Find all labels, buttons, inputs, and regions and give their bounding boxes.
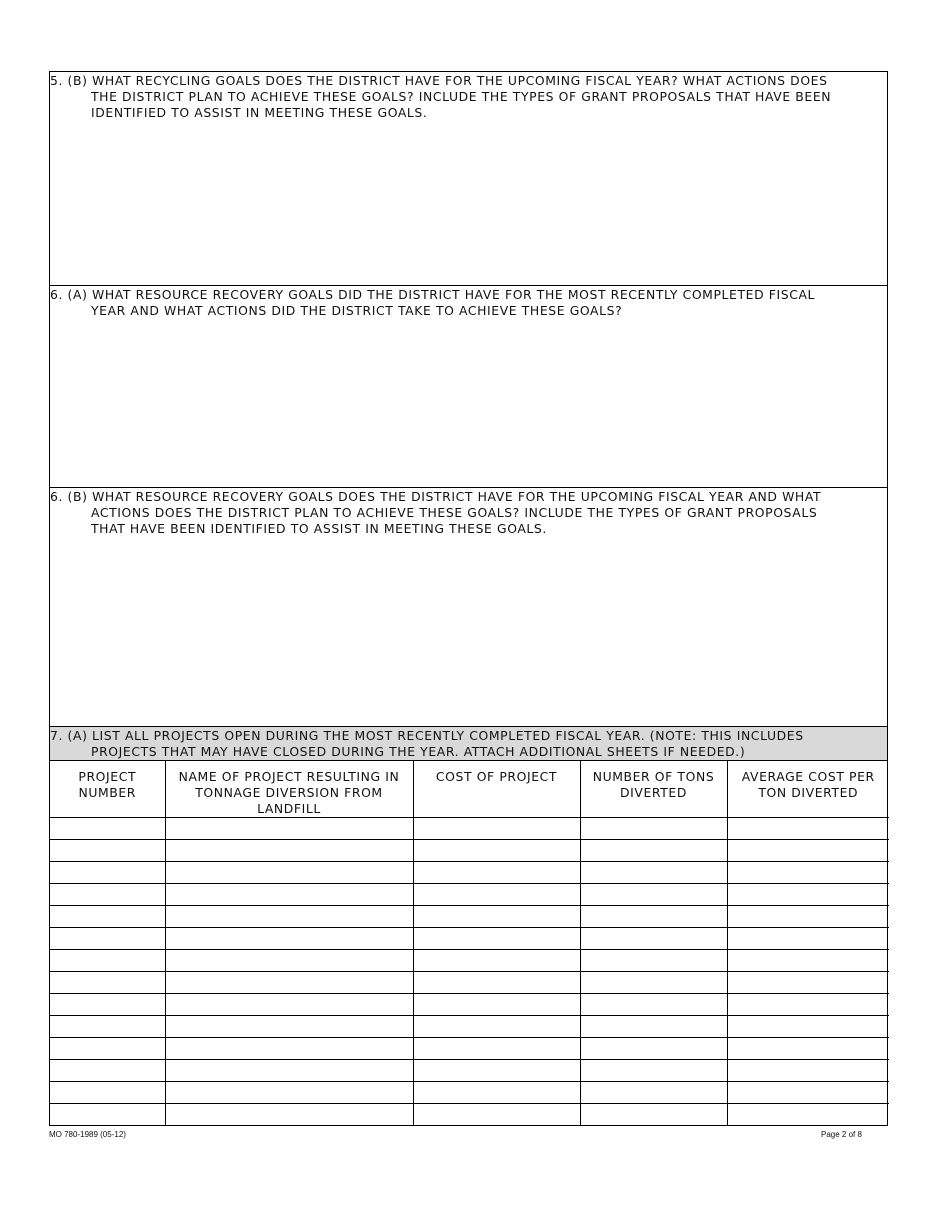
projects-table-body [50,818,889,1126]
table-row [50,1038,889,1060]
cell-project-name[interactable] [165,884,413,906]
column-header-project-name: NAME OF PROJECT RESULTING IN TONNAGE DIVERSION FROM LANDFILL [165,761,413,818]
cell-average-cost[interactable] [727,840,889,862]
cell-project-number[interactable] [50,1104,165,1126]
table-row [50,884,889,906]
cell-tons-diverted[interactable] [580,950,727,972]
cell-cost[interactable] [413,840,580,862]
cell-tons-diverted[interactable] [580,1038,727,1060]
cell-project-number[interactable] [50,994,165,1016]
question-7a-text [50,727,887,760]
table-row [50,1016,889,1038]
column-header-cost: COST OF PROJECT [413,761,580,818]
cell-cost[interactable] [413,1038,580,1060]
table-row [50,1082,889,1104]
cell-average-cost[interactable] [727,994,889,1016]
cell-project-number[interactable] [50,840,165,862]
cell-project-name[interactable] [165,972,413,994]
cell-tons-diverted[interactable] [580,818,727,840]
column-header-average-cost: AVERAGE COST PER TON DIVERTED [727,761,889,818]
column-header-tons-diverted: NUMBER OF TONS DIVERTED [580,761,727,818]
table-row [50,994,889,1016]
cell-cost[interactable] [413,1016,580,1038]
cell-project-number[interactable] [50,884,165,906]
question-6a-line1: 6. (A) WHAT RESOURCE RECOVERY GOALS DID THE DISTRICT HAVE FOR THE MOST RECENTLY COMPLETED FISCAL [50,287,816,302]
cell-project-name[interactable] [165,1060,413,1082]
cell-average-cost[interactable] [727,862,889,884]
cell-cost[interactable] [413,1104,580,1126]
page-number: Page 2 of 8 [821,1130,862,1139]
cell-project-number[interactable] [50,818,165,840]
cell-project-number[interactable] [50,1082,165,1104]
cell-project-name[interactable] [165,1016,413,1038]
cell-project-name[interactable] [165,818,413,840]
question-5b-section[interactable] [50,72,887,286]
cell-average-cost[interactable] [727,818,889,840]
cell-average-cost[interactable] [727,1104,889,1126]
cell-project-number[interactable] [50,1060,165,1082]
cell-cost[interactable] [413,818,580,840]
table-row [50,928,889,950]
table-row [50,972,889,994]
question-5b-line1: 5. (B) WHAT RECYCLING GOALS DOES THE DISTRICT HAVE FOR THE UPCOMING FISCAL YEAR? WHAT ACTIONS DOES [50,73,828,88]
cell-average-cost[interactable] [727,1060,889,1082]
cell-tons-diverted[interactable] [580,1104,727,1126]
cell-tons-diverted[interactable] [580,972,727,994]
cell-project-name[interactable] [165,1104,413,1126]
form-page [49,71,888,1126]
cell-average-cost[interactable] [727,1082,889,1104]
question-6b-line2: ACTIONS DOES THE DISTRICT PLAN TO ACHIEVE THESE GOALS? INCLUDE THE TYPES OF GRANT PROPOSALS [91,505,818,520]
question-6a-text [50,286,887,319]
cell-project-name[interactable] [165,1082,413,1104]
table-row [50,1060,889,1082]
cell-cost[interactable] [413,906,580,928]
projects-table [50,761,889,1125]
cell-project-name[interactable] [165,928,413,950]
form-id: MO 780-1989 (05-12) [49,1130,126,1139]
table-row [50,906,889,928]
cell-average-cost[interactable] [727,1016,889,1038]
cell-project-number[interactable] [50,1016,165,1038]
cell-tons-diverted[interactable] [580,1060,727,1082]
question-6a-section[interactable] [50,286,887,488]
cell-tons-diverted[interactable] [580,840,727,862]
cell-cost[interactable] [413,972,580,994]
cell-project-number[interactable] [50,928,165,950]
cell-project-name[interactable] [165,906,413,928]
question-6b-section[interactable] [50,488,887,727]
cell-tons-diverted[interactable] [580,1082,727,1104]
cell-cost[interactable] [413,1082,580,1104]
table-row [50,950,889,972]
cell-tons-diverted[interactable] [580,906,727,928]
cell-cost[interactable] [413,928,580,950]
table-row [50,818,889,840]
cell-project-name[interactable] [165,950,413,972]
table-row [50,840,889,862]
question-6a-line2: YEAR AND WHAT ACTIONS DID THE DISTRICT TAKE TO ACHIEVE THESE GOALS? [91,303,623,318]
cell-project-number[interactable] [50,862,165,884]
cell-project-number[interactable] [50,972,165,994]
cell-tons-diverted[interactable] [580,884,727,906]
cell-cost[interactable] [413,862,580,884]
cell-average-cost[interactable] [727,1038,889,1060]
cell-tons-diverted[interactable] [580,994,727,1016]
cell-tons-diverted[interactable] [580,1016,727,1038]
cell-cost[interactable] [413,1060,580,1082]
cell-average-cost[interactable] [727,950,889,972]
question-7a-line1: 7. (A) LIST ALL PROJECTS OPEN DURING THE MOST RECENTLY COMPLETED FISCAL YEAR. (NOTE: THIS INCLUDES [50,728,804,743]
question-5b-line3: IDENTIFIED TO ASSIST IN MEETING THESE GOALS. [91,105,428,120]
cell-project-number[interactable] [50,906,165,928]
question-5b-line2: THE DISTRICT PLAN TO ACHIEVE THESE GOALS? INCLUDE THE TYPES OF GRANT PROPOSALS THAT HAVE BEEN [91,89,832,104]
cell-average-cost[interactable] [727,972,889,994]
cell-project-name[interactable] [165,994,413,1016]
table-row [50,1104,889,1126]
question-6b-text [50,488,887,537]
cell-tons-diverted[interactable] [580,862,727,884]
column-header-project-number: PROJECT NUMBER [50,761,165,818]
cell-cost[interactable] [413,884,580,906]
question-5b-text [50,72,887,121]
cell-project-name[interactable] [165,1038,413,1060]
cell-tons-diverted[interactable] [580,928,727,950]
table-row [50,862,889,884]
cell-average-cost[interactable] [727,906,889,928]
cell-project-number[interactable] [50,950,165,972]
cell-project-name[interactable] [165,862,413,884]
table-header-row [50,761,889,818]
cell-average-cost[interactable] [727,884,889,906]
cell-project-name[interactable] [165,840,413,862]
cell-cost[interactable] [413,950,580,972]
question-6b-line3: THAT HAVE BEEN IDENTIFIED TO ASSIST IN MEETING THESE GOALS. [91,521,547,536]
question-7a-line2: PROJECTS THAT MAY HAVE CLOSED DURING THE YEAR. ATTACH ADDITIONAL SHEETS IF NEEDED.) [91,744,746,759]
cell-average-cost[interactable] [727,928,889,950]
question-7a-header [50,727,887,761]
question-6b-line1: 6. (B) WHAT RESOURCE RECOVERY GOALS DOES THE DISTRICT HAVE FOR THE UPCOMING FISCAL YEAR AND WHAT [50,489,822,504]
cell-project-number[interactable] [50,1038,165,1060]
cell-cost[interactable] [413,994,580,1016]
